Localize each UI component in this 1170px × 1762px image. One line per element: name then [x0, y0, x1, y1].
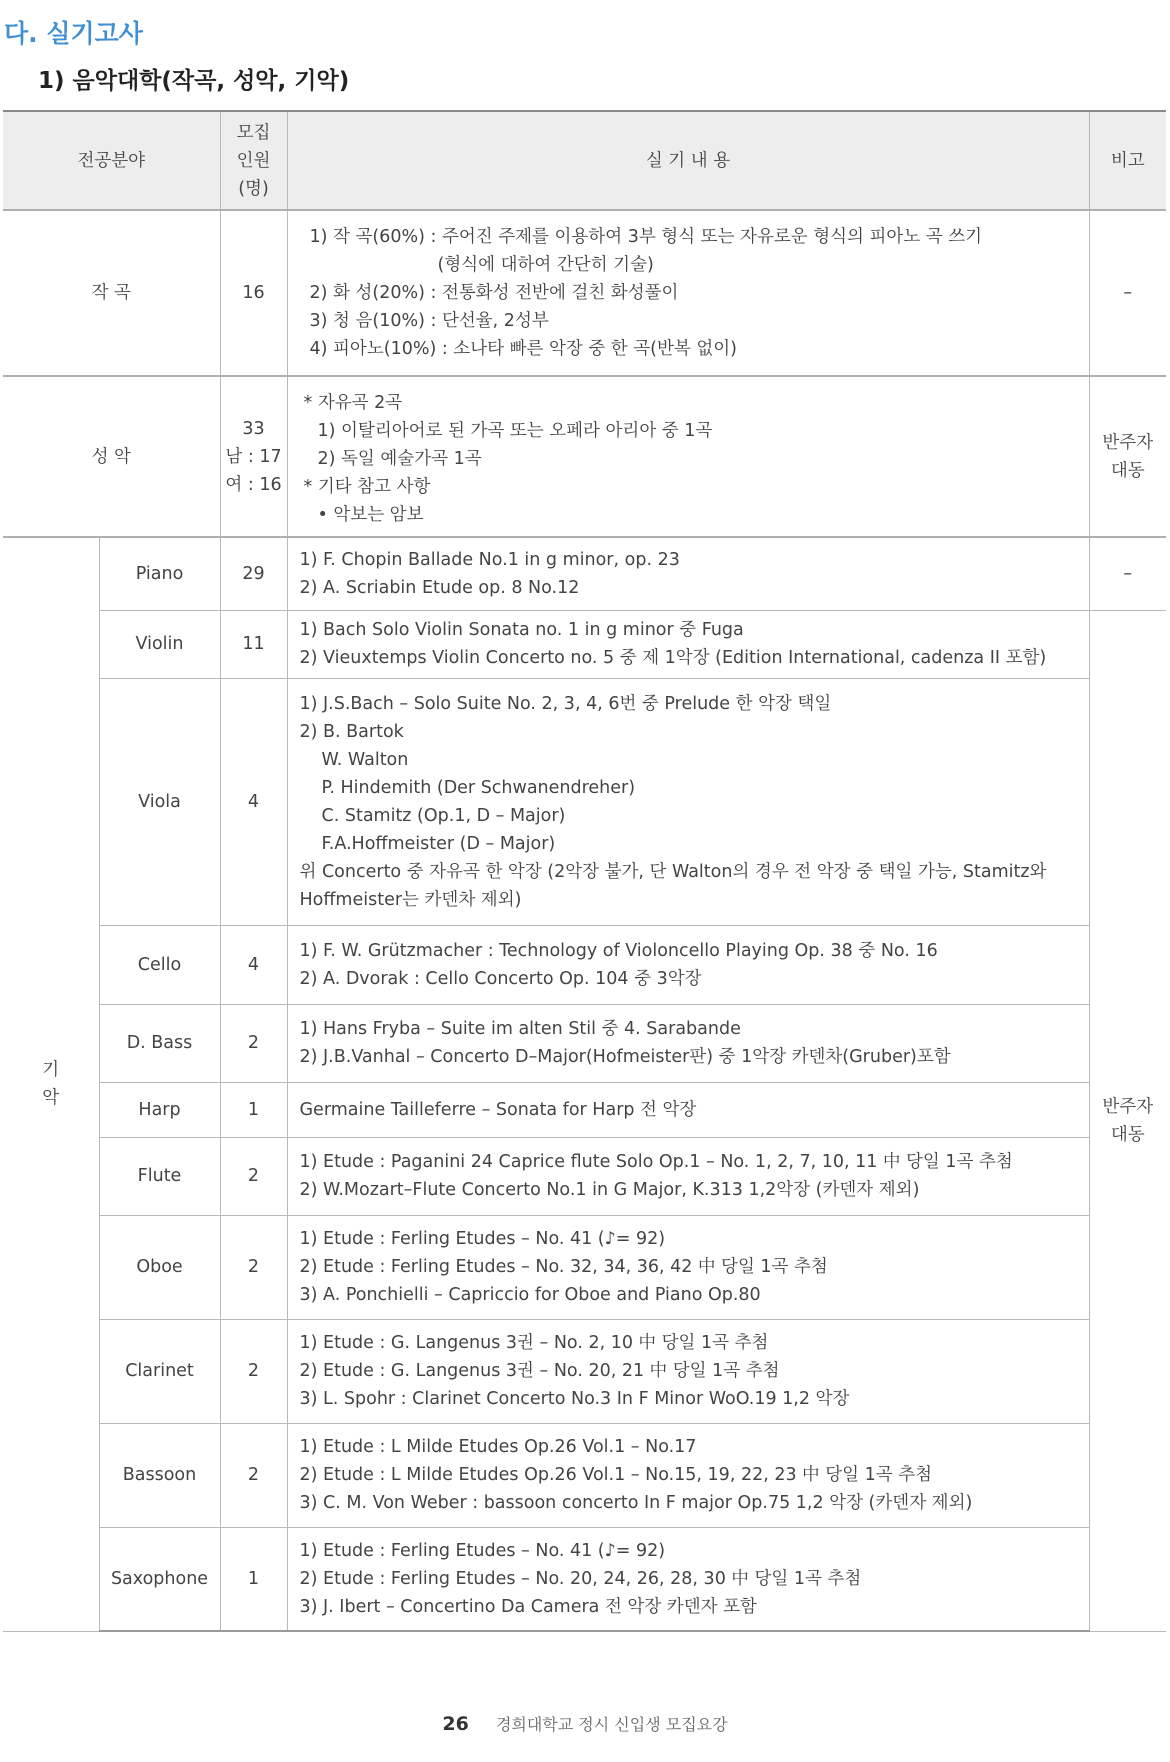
content-line: 1) F. W. Grützmacher : Technology of Violoncello Playing Op. 38 중 No. 16 — [299, 940, 938, 961]
content-line: Germaine Tailleferre – Sonata for Harp 전 악장 — [299, 1099, 697, 1120]
field-vocal: 성 악 — [3, 376, 220, 537]
instrument-name: Viola — [99, 678, 220, 925]
instrument-quota: 1 — [220, 1082, 287, 1137]
content-line: 1) Etude : L Milde Etudes Op.26 Vol.1 – No.17 — [299, 1437, 697, 1457]
table-row-violin — [3, 610, 1166, 678]
content-line: 1) Etude : Paganini 24 Caprice flute Solo Op.1 – No. 1, 2, 7, 10, 11 中 당일 1곡 추첨 — [299, 1152, 1013, 1172]
instrument-quota: 2 — [220, 1423, 287, 1527]
content-line: • 악보는 암보 — [317, 504, 424, 525]
table-row-bassoon — [3, 1423, 1166, 1527]
quota-vocal — [220, 376, 287, 537]
content-line: 2) A. Dvorak : Cello Concerto Op. 104 중 3악장 — [299, 968, 702, 989]
content-composition — [287, 210, 1089, 376]
content-line: 3) A. Ponchielli – Capriccio for Oboe and Piano Op.80 — [299, 1285, 761, 1305]
content-line: 1) Etude : G. Langenus 3권 – No. 2, 10 中 당일 1곡 추첨 — [299, 1333, 769, 1353]
content-line: 2) J.B.Vanhal – Concerto D–Major(Hofmeister판) 중 1악장 카덴차(Gruber)포함 — [299, 1047, 951, 1067]
content-line: 1) Etude : Ferling Etudes – No. 41 (♪= 92) — [299, 1229, 666, 1249]
content-line: 2) Etude : Ferling Etudes – No. 32, 34, 36, 42 中 당일 1곡 추첨 — [299, 1257, 828, 1277]
header-quota-line: 모집 — [236, 122, 271, 143]
exam-requirements-table — [3, 110, 1166, 1632]
field-instrumental — [3, 537, 99, 1631]
group-label-line: 기 — [42, 1060, 60, 1081]
page-footer — [0, 1712, 1170, 1735]
header-content: 실 기 내 용 — [287, 111, 1089, 210]
page-number: 26 — [442, 1713, 469, 1735]
instrument-name: Clarinet — [99, 1319, 220, 1423]
group-label-line: 악 — [42, 1088, 60, 1109]
table-row-piano — [3, 537, 1166, 610]
content-line: 4) 피아노(10%) : 소나타 빠른 악장 중 한 곡(반복 없이) — [309, 339, 738, 359]
content-saxophone — [287, 1527, 1089, 1631]
note-piano: – — [1089, 537, 1166, 610]
content-line: W. Walton — [321, 749, 409, 770]
instrument-quota: 2 — [220, 1319, 287, 1423]
field-composition: 작 곡 — [3, 210, 220, 376]
table-row-viola — [3, 678, 1166, 925]
table-row-dbass — [3, 1004, 1166, 1082]
header-quota — [220, 111, 287, 210]
table-header-row — [3, 111, 1166, 210]
instrument-quota: 2 — [220, 1215, 287, 1319]
note-instrumental — [1089, 610, 1166, 1631]
instrument-quota: 11 — [220, 610, 287, 678]
content-line: 1) F. Chopin Ballade No.1 in g minor, op. 23 — [299, 549, 680, 570]
instrument-name: Piano — [99, 537, 220, 610]
content-line: 3) C. M. Von Weber : bassoon concerto In F major Op.75 1,2 악장 (카덴자 제외) — [299, 1493, 973, 1513]
table-row-saxophone — [3, 1527, 1166, 1631]
content-line: P. Hindemith (Der Schwanendreher) — [321, 777, 636, 798]
note-line: 대동 — [1110, 1124, 1145, 1145]
content-flute — [287, 1137, 1089, 1215]
content-line: 2) Vieuxtemps Violin Concerto no. 5 중 제 1악장 (Edition International, cadenza II 포함) — [299, 648, 1047, 668]
content-piano — [287, 537, 1089, 610]
content-line: 1) Bach Solo Violin Sonata no. 1 in g minor 중 Fuga — [299, 620, 744, 640]
instrument-quota: 29 — [220, 537, 287, 610]
table-row-cello — [3, 925, 1166, 1004]
content-line: 위 Concerto 중 자유곡 한 악장 (2악장 불가, 단 Walton의 경우 전 악장 중 택일 가능, Stamitz와 Hoffmeister는 카덴차 제외) — [299, 861, 1047, 910]
instrument-name: Harp — [99, 1082, 220, 1137]
publication-title: 경희대학교 정시 신입생 모집요강 — [495, 1715, 728, 1734]
instrument-name: Violin — [99, 610, 220, 678]
instrument-name: Oboe — [99, 1215, 220, 1319]
content-line: C. Stamitz (Op.1, D – Major) — [321, 805, 566, 826]
instrument-quota: 4 — [220, 678, 287, 925]
content-clarinet — [287, 1319, 1089, 1423]
table-row-clarinet — [3, 1319, 1166, 1423]
content-harp — [287, 1082, 1089, 1137]
content-line: 2) Etude : G. Langenus 3권 – No. 20, 21 中 당일 1곡 추첨 — [299, 1361, 780, 1381]
table-row-harp — [3, 1082, 1166, 1137]
instrument-name: Saxophone — [99, 1527, 220, 1631]
note-line: 대동 — [1110, 460, 1145, 481]
content-line: 2) 독일 예술가곡 1곡 — [317, 448, 482, 469]
table-row-flute — [3, 1137, 1166, 1215]
content-violin — [287, 610, 1089, 678]
table-row-oboe — [3, 1215, 1166, 1319]
quota-composition: 16 — [220, 210, 287, 376]
content-line: 2) W.Mozart–Flute Concerto No.1 in G Major, K.313 1,2악장 (카덴자 제외) — [299, 1180, 920, 1200]
instrument-quota: 1 — [220, 1527, 287, 1631]
content-line: 1) 작 곡(60%) : 주어진 주제를 이용하여 3부 형식 또는 자유로운 형식의 피아노 곡 쓰기 — [309, 227, 983, 247]
section-title: 다. 실기고사 — [4, 19, 143, 48]
content-line: F.A.Hoffmeister (D – Major) — [321, 833, 556, 854]
instrument-quota: 2 — [220, 1137, 287, 1215]
header-quota-line: (명) — [238, 178, 269, 199]
header-major: 전공분야 — [3, 111, 220, 210]
content-line: 2) A. Scriabin Etude op. 8 No.12 — [299, 577, 580, 598]
table-row-composition — [3, 210, 1166, 376]
instrument-name: Bassoon — [99, 1423, 220, 1527]
header-note: 비고 — [1089, 111, 1166, 210]
content-line: 2) Etude : Ferling Etudes – No. 20, 24, 26, 28, 30 中 당일 1곡 추첨 — [299, 1568, 862, 1589]
subsection-title: 1) 음악대학(작곡, 성악, 기악) — [38, 68, 350, 94]
content-line: 2) 화 성(20%) : 전통화성 전반에 걸친 화성풀이 — [309, 283, 679, 303]
quota-line: 33 — [242, 418, 265, 439]
content-line: * 기타 참고 사항 — [303, 476, 431, 497]
instrument-quota: 4 — [220, 925, 287, 1004]
instrument-quota: 2 — [220, 1004, 287, 1082]
instrument-name: Flute — [99, 1137, 220, 1215]
content-vocal — [287, 376, 1089, 537]
content-bassoon — [287, 1423, 1089, 1527]
header-quota-line: 인원 — [236, 150, 271, 171]
content-dbass — [287, 1004, 1089, 1082]
content-line: 3) L. Spohr : Clarinet Concerto No.3 In F Minor WoO.19 1,2 악장 — [299, 1389, 850, 1409]
content-line: 1) 이탈리아어로 된 가곡 또는 오페라 아리아 중 1곡 — [317, 420, 713, 441]
quota-line: 여 : 16 — [225, 474, 282, 495]
content-oboe — [287, 1215, 1089, 1319]
note-line: 반주자 — [1102, 432, 1154, 453]
content-line: 1) Hans Fryba – Suite im alten Stil 중 4. Sarabande — [299, 1019, 741, 1039]
instrument-name: Cello — [99, 925, 220, 1004]
content-line: 2) Etude : L Milde Etudes Op.26 Vol.1 – No.15, 19, 22, 23 中 당일 1곡 추첨 — [299, 1465, 933, 1485]
quota-line: 남 : 17 — [225, 446, 282, 467]
content-line: 2) B. Bartok — [299, 721, 404, 742]
note-line: 반주자 — [1102, 1096, 1154, 1117]
content-line: 1) Etude : Ferling Etudes – No. 41 (♪= 92) — [299, 1540, 666, 1561]
table-row-vocal — [3, 376, 1166, 537]
content-line: 1) J.S.Bach – Solo Suite No. 2, 3, 4, 6번 중 Prelude 한 악장 택일 — [299, 693, 832, 714]
content-line: (형식에 대하여 간단히 기술) — [437, 255, 654, 275]
content-line: 3) 청 음(10%) : 단선율, 2성부 — [309, 311, 549, 331]
content-cello — [287, 925, 1089, 1004]
instrument-name: D. Bass — [99, 1004, 220, 1082]
content-line: * 자유곡 2곡 — [303, 392, 403, 413]
content-line: 3) J. Ibert – Concertino Da Camera 전 악장 카덴자 포함 — [299, 1596, 757, 1617]
note-composition: – — [1089, 210, 1166, 376]
note-vocal — [1089, 376, 1166, 537]
content-viola — [287, 678, 1089, 925]
